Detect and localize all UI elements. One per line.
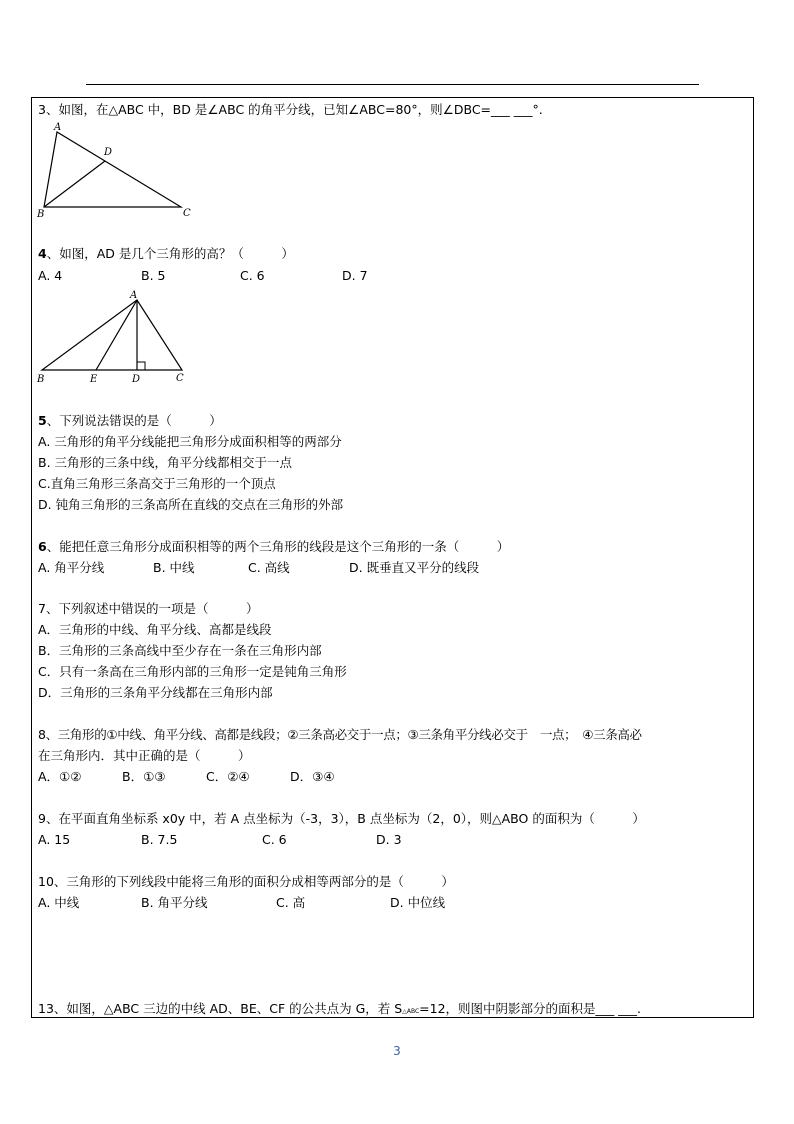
q3-triangle-figure	[36, 120, 196, 220]
q4-option-a: A. 4	[38, 268, 63, 283]
q5-option-a: A. 三角形的角平分线能把三角形分成面积相等的两部分	[38, 434, 342, 449]
q4-label-a: A	[130, 290, 138, 301]
q3-label-c: C	[183, 208, 191, 219]
q3-text: 3、如图，在△ABC 中，BD 是∠ABC 的角平分线，已知∠ABC=80°，则∠DBC=___ ___°.	[38, 102, 543, 117]
q4-option-d: D. 7	[342, 268, 368, 283]
q4-number: 4	[38, 246, 47, 261]
q4-text	[38, 246, 294, 262]
q7-text: 7、下列叙述中错误的一项是（ ）	[38, 601, 259, 616]
q9-option-c: C. 6	[262, 832, 287, 847]
q13-stem-after: =12，则图中阴影部分的面积是___ ___.	[419, 1001, 641, 1016]
q8-line-2: 在三角形内．其中正确的是（ ）	[38, 748, 251, 763]
q10-option-c: C. 高	[276, 895, 306, 910]
q7-option-c: C．只有一条高在三角形内部的三角形一定是钝角三角形	[38, 664, 347, 679]
q4-label-d: D	[132, 374, 141, 385]
q8-option-d: D．③④	[290, 769, 335, 784]
q10-option-d: D. 中位线	[390, 895, 446, 910]
q9-option-b: B. 7.5	[141, 832, 178, 847]
q6-number: 6	[38, 539, 47, 554]
q6-option-b: B. 中线	[153, 560, 195, 575]
q4-stem: 、如图，AD 是几个三角形的高？（ ）	[46, 246, 294, 261]
q5-option-d: D. 钝角三角形的三条高所在直线的交点在三角形的外部	[38, 497, 344, 512]
q7-option-d: D．三角形的三条角平分线都在三角形内部	[38, 685, 273, 700]
q4-label-b: B	[37, 374, 45, 385]
q8-option-b: B．①③	[122, 769, 166, 784]
q5-option-c: C.直角三角形三条高交于三角形的一个顶点	[38, 476, 276, 491]
q3-label-b: B	[37, 209, 45, 220]
q6-option-c: C. 高线	[248, 560, 290, 575]
q5-number: 5	[38, 413, 47, 428]
q6-stem: 、能把任意三角形分成面积相等的两个三角形的线段是这个三角形的一条（ ）	[46, 539, 510, 554]
q4-option-b: B. 5	[141, 268, 166, 283]
q10-option-a: A. 中线	[38, 895, 80, 910]
q5-stem: 、下列说法错误的是（ ）	[46, 413, 222, 428]
page-number: 3	[393, 1044, 401, 1058]
q5-option-b: B. 三角形的三条中线，角平分线都相交于一点	[38, 455, 293, 470]
q5-text	[38, 413, 222, 429]
q3-label-a: A	[54, 122, 62, 133]
q4-label-e: E	[90, 374, 98, 385]
q6-text	[38, 539, 509, 555]
q10-option-b: B. 角平分线	[141, 895, 208, 910]
q6-option-a: A. 角平分线	[38, 560, 105, 575]
q9-option-d: D. 3	[376, 832, 402, 847]
q7-option-b: B．三角形的三条高线中至少存在一条在三角形内部	[38, 643, 322, 658]
q8-option-c: C．②④	[206, 769, 250, 784]
q4-option-c: C. 6	[240, 268, 265, 283]
q4-triangle-figure	[36, 288, 196, 388]
q7-option-a: A．三角形的中线、角平分线、高都是线段	[38, 622, 272, 637]
q10-text: 10、三角形的下列线段中能将三角形的面积分成相等两部分的是（ ）	[38, 874, 454, 889]
q3-label-d: D	[104, 147, 113, 158]
header-rule	[86, 84, 699, 85]
q6-option-d: D. 既垂直又平分的线段	[349, 560, 480, 575]
q8-line-1: 8、三角形的①中线、角平分线、高都是线段；②三条高必交于一点；③三条角平分线必交于 一点； ④三条高必	[38, 727, 642, 742]
q8-option-a: A．①②	[38, 769, 82, 784]
q9-text: 9、在平面直角坐标系 x0y 中，若 A 点坐标为（-3，3），B 点坐标为（2，0），则△ABO 的面积为（ ）	[38, 811, 645, 826]
q9-option-a: A. 15	[38, 832, 71, 847]
q13-text	[38, 1001, 641, 1020]
q13-subscript: △ABC	[402, 1008, 420, 1015]
q13-stem-before: 13、如图，△ABC 三边的中线 AD、BE、CF 的公共点为 G，若 S	[38, 1001, 403, 1016]
q4-label-c: C	[176, 373, 184, 384]
